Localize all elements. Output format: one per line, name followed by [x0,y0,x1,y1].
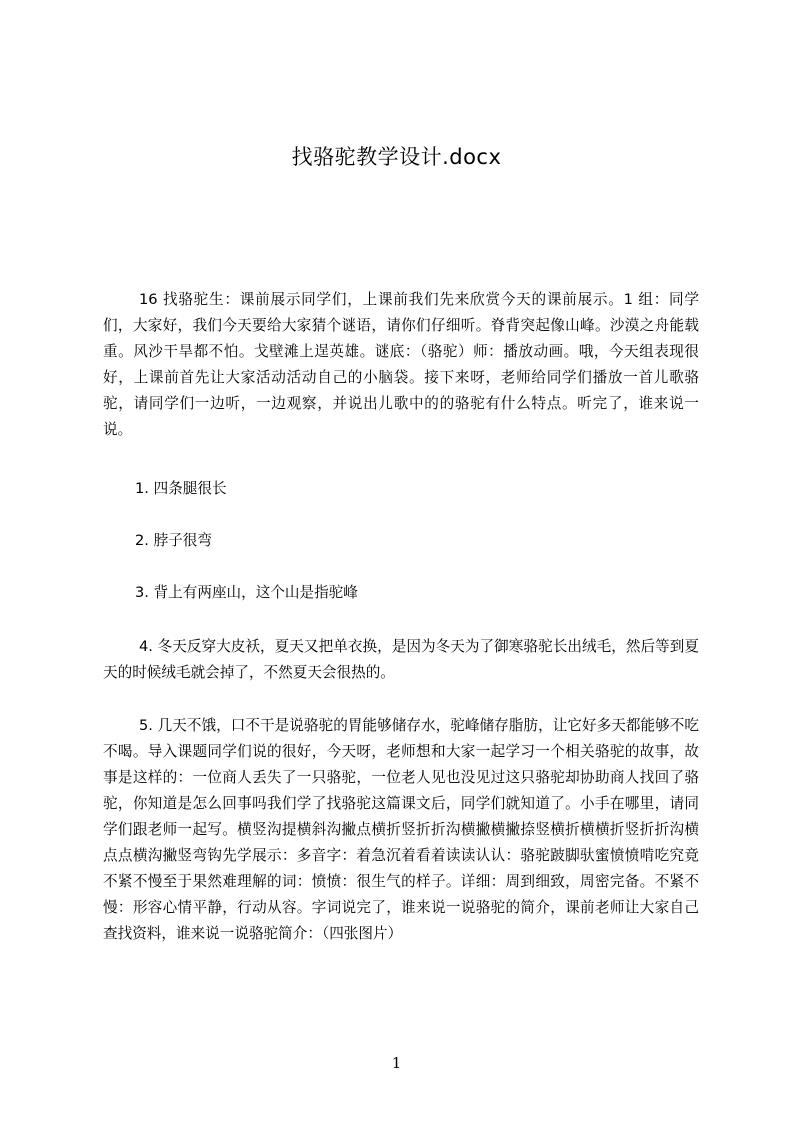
list-item: 5. 几天不饿，口不干是说骆驼的胃能够储存水，驼峰储存脂肪，让它好多天都能够不吃不喝。导入课题同学们说的很好，今天呀，老师想和大家一起学习一个相关骆驼的故事，故事是这样的：一位商人丢失了一只骆驼，一位老人见也没见过这只骆驼却协助商人找回了骆驼，你知道是怎么回事吗我们学了找骆驼这篇课文后，同学们就知道了。小手在哪里，请同学们跟老师一起写。横竖沟提横斜沟撇点横折竖折折沟横撇横撇捺竖横折横横折竖折折沟横点点横沟撇竖弯钩先学展示：多音字：着急沉着看着读读认认：骆驼跛脚驮蜜愤愤啃吃究竟不紧不慢至于果然难理解的词：愤愤：很生气的样子。详细：周到细致，周密完备。不紧不慢：形容心情平静，行动从容。字词说完了，谁来说一说骆驼的简介，课前老师让大家自己查找资料，谁来说一说骆驼简介：（四张图片） [103,717,699,942]
page-number: 1 [391,1054,402,1072]
list-item: 3. 背上有两座山，这个山是指驼峰 [135,584,358,601]
intro-paragraph: 16 找骆驼生：课前展示同学们，上课前我们先来欣赏今天的课前展示。1 组：同学们，大家好，我们今天要给大家猜个谜语，请你们仔细听。脊背突起像山峰。沙漠之舟能载重。风沙干旱都不怕。戈壁滩上逞英雄。谜底：（骆驼）师：播放动画。哦，今天组表现很好，上课前首先让大家活动活动自己的小脑袋。接下来呀，老师给同学们播放一首儿歌骆驼，请同学们一边听，一边观察，并说出儿歌中的的骆驼有什么特点。听完了，谁来说一说。 [103,291,699,438]
list-item: 1. 四条腿很长 [135,480,227,497]
list-item: 2. 脖子很弯 [135,532,212,549]
list-item: 4. 冬天反穿大皮袄，夏天又把单衣换，是因为冬天为了御寒骆驼长出绒毛，然后等到夏天的时候绒毛就会掉了，不然夏天会很热的。 [103,638,699,681]
document-title: 找骆驼教学设计.docx [291,145,502,169]
